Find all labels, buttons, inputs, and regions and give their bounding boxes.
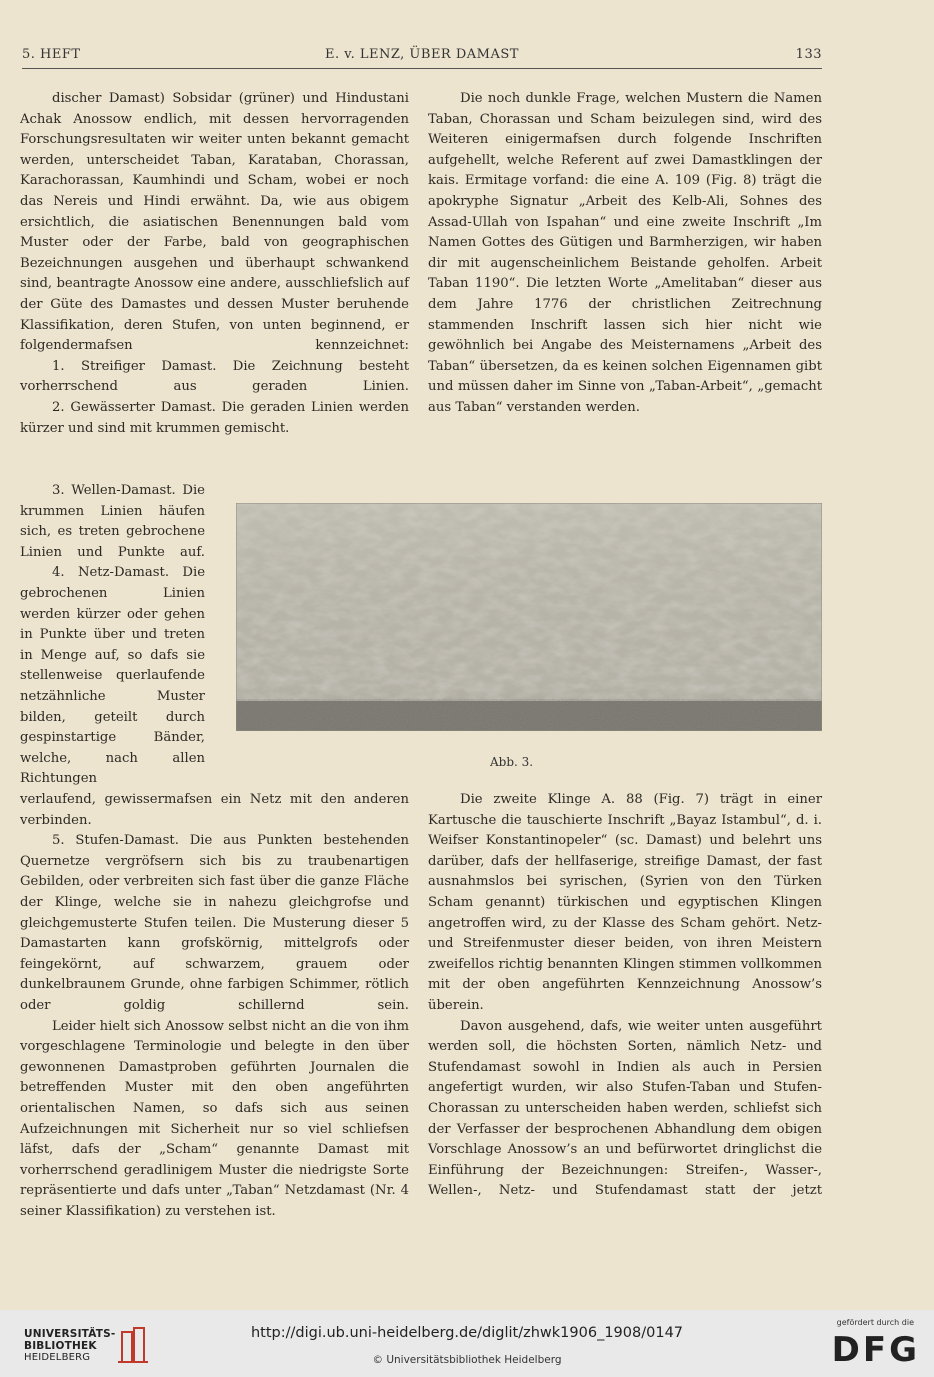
paragraph: verlaufend, gewissermafsen ein Netz mit den anderen verbinden.	[20, 792, 409, 828]
paragraph: Die zweite Klinge A. 88 (Fig. 7) trägt in einer Kartusche die tauschierte Inschrift „Bayaz Istambul“, d. i. Weifser Konstantinopeler“ (sc. Damast) und belehrt uns darüber, dafs der hellfaserige, streifige Damast, der fast ausnahmslos bei syrischen, (Syrien von den Türken Scham genannt) türkischen und egyptischen Klingen angetroffen wird, zu der Klasse des Scham gehört. Netz- und Streifenmuster dieser beiden, von ihren Meistern zweifellos richtig benannten Klingen stimmen vollkommen mit der oben angeführten Kennzeichnung Anossow’s überein.	[428, 792, 822, 1013]
paragraph: Davon ausgehend, dafs, wie weiter unten ausgeführt werden soll, die höchsten Sorten, nämlich Netz- und Stufendamast sowohl in Indien als auch in Persien angefertigt wurden, wir also Stufen-Taban und Stufen-Chorassan zu unterscheiden haben werden, schliefst sich der Verfasser der besprochenen Abhandlung dem obigen Vorschlage Anossow’s an und befürwortet dringlichst die Einführung der Bezeichnungen: Streifen-, Wasser-, Wellen-, Netz- und Stufendamast statt der jetzt	[428, 1018, 822, 1199]
header-rule	[22, 68, 822, 69]
paragraph: Leider hielt sich Anossow selbst nicht an die von ihm vorgeschlagene Terminologie und belegte in den über gewonnenen Damastproben geführten Journalen die betreffenden Muster mit den oben angeführten orientalischen Namen, so dafs sich aus seinen Aufzeichnungen mit Sicherheit nur so viel schliefsen läfst, dafs der „Scham“ genannte Damast mit vorherrschend geradlinigem Muster die niedrigste Sorte repräsentierte und dafs unter „Taban“ Netzdamast (Nr. 4 seiner Klassifikation) zu verstehen ist.	[20, 1018, 409, 1219]
figure-caption: Abb. 3.	[490, 755, 534, 769]
paragraph: 4. Netz-Damast. Die gebrochenen Linien werden kürzer oder gehen in Punkte über und treten in Menge auf, so dafs sie stellenweise querlaufende netzähnliche Muster bilden, geteilt durch gespinstartige Bänder, welche, nach allen Richtungen	[20, 565, 205, 787]
permalink-url[interactable]: http://digi.ub.uni-heidelberg.de/diglit/zhwk1906_1908/0147	[250, 1325, 684, 1341]
paragraph: discher Damast) Sobsidar (grüner) und Hindustani Achak Anossow endlich, mit dessen hervorragenden Forschungsresultaten wir weiter unten bekannt gemacht werden, unterscheidet Taban, Karataban, Chorassan, Karachorassan, Kaumhindi und Scham, wobei er noch das Nereis und Hindi erwähnt. Da, wie aus obigem ersichtlich, die asiatischen Benennungen bald vom Muster oder der Farbe, bald von geographischen Bezeichnungen ausgehen und überhaupt schwankend sind, beantragte Anossow eine andere, ausschliefslich auf der Güte des Damastes und dessen Muster beruhende Klassifikation, deren Stufen, von unten beginnend, er folgendermafsen kennzeichnet:	[20, 91, 409, 354]
dfg-logo[interactable]: DFG	[831, 1330, 920, 1370]
paragraph: 3. Wellen-Damast. Die krummen Linien häufen sich, es treten gebrochene Linien und Punkte auf.	[20, 483, 205, 560]
logo-line: HEIDELBERG	[24, 1352, 91, 1363]
blade-texture-image	[236, 503, 822, 731]
issue-label: 5. HEFT	[22, 47, 81, 62]
paragraph: Die noch dunkle Frage, welchen Mustern die Namen Taban, Chorassan und Scham beizulegen sind, wird des Weiteren einigermafsen durch folgende Inschriften aufgehellt, welche Referent auf zwei Damastklingen der kais. Ermitage vorfand: die eine A. 109 (Fig. 8) trägt die apokryphe Signatur „Arbeit des Kelb-Ali, Sohnes des Assad-Ullah von Ispahan“ und eine zweite Inschrift „Im Namen Gottes des Gütigen und Barmherzigen, wir haben dir mit augenscheinlichem Beistande geholfen. Arbeit Taban 1190“. Die letzten Worte „Amelitaban“ dieser aus dem Jahre 1776 der christlichen Zeitrechnung stammenden Inschrift lassen sich hier nicht wie gewöhnlich bei Angabe des Meisternamens „Arbeit des Taban“ übersetzen, da es keinen solchen Eigennamen gibt und müssen daher im Sinne von „Taban-Arbeit“, „gemacht aus Taban“ verstanden werden.	[428, 91, 822, 415]
paragraph: 1. Streifiger Damast. Die Zeichnung besteht vorherrschend aus geraden Linien.	[20, 358, 409, 395]
paragraph: 2. Gewässerter Damast. Die geraden Linien werden kürzer und sind mit krummen gemischt.	[20, 399, 409, 436]
right-column-top	[428, 89, 822, 419]
left-column-narrow	[20, 481, 205, 790]
page-number: 133	[795, 47, 822, 62]
paragraph: 5. Stufen-Damast. Die aus Punkten bestehenden Quernetze vergröfsern sich bis zu traubenartigen Gebilden, oder verbreiten sich fast über die ganze Fläche der Klinge, welche sie in nahezu gleichgrofse und gleichgemusterte Stufen teilen. Die Musterung dieser 5 Damastarten kann grofskörnig, mittelgrofs oder feingekörnt, auf schwarzem, grauem oder dunkelbraunem Grunde, ohne farbigen Schimmer, rötlich oder goldig schillernd sein.	[20, 833, 409, 1013]
dfg-funding-note: gefördert durch die	[836, 1318, 914, 1327]
left-column-bottom	[20, 790, 409, 1222]
logo-line: BIBLIOTHEK	[24, 1340, 97, 1352]
right-column-bottom	[428, 790, 822, 1202]
left-column-top	[20, 89, 409, 439]
viewer-footer	[0, 1310, 934, 1377]
damascus-blade-figure	[236, 503, 822, 731]
running-head	[22, 47, 822, 69]
copyright-notice: © Universitätsbibliothek Heidelberg	[372, 1354, 562, 1366]
logo-line: UNIVERSITÄTS-	[24, 1328, 116, 1340]
running-title: E. v. LENZ, ÜBER DAMAST	[325, 47, 519, 62]
university-library-logo[interactable]	[24, 1326, 140, 1366]
